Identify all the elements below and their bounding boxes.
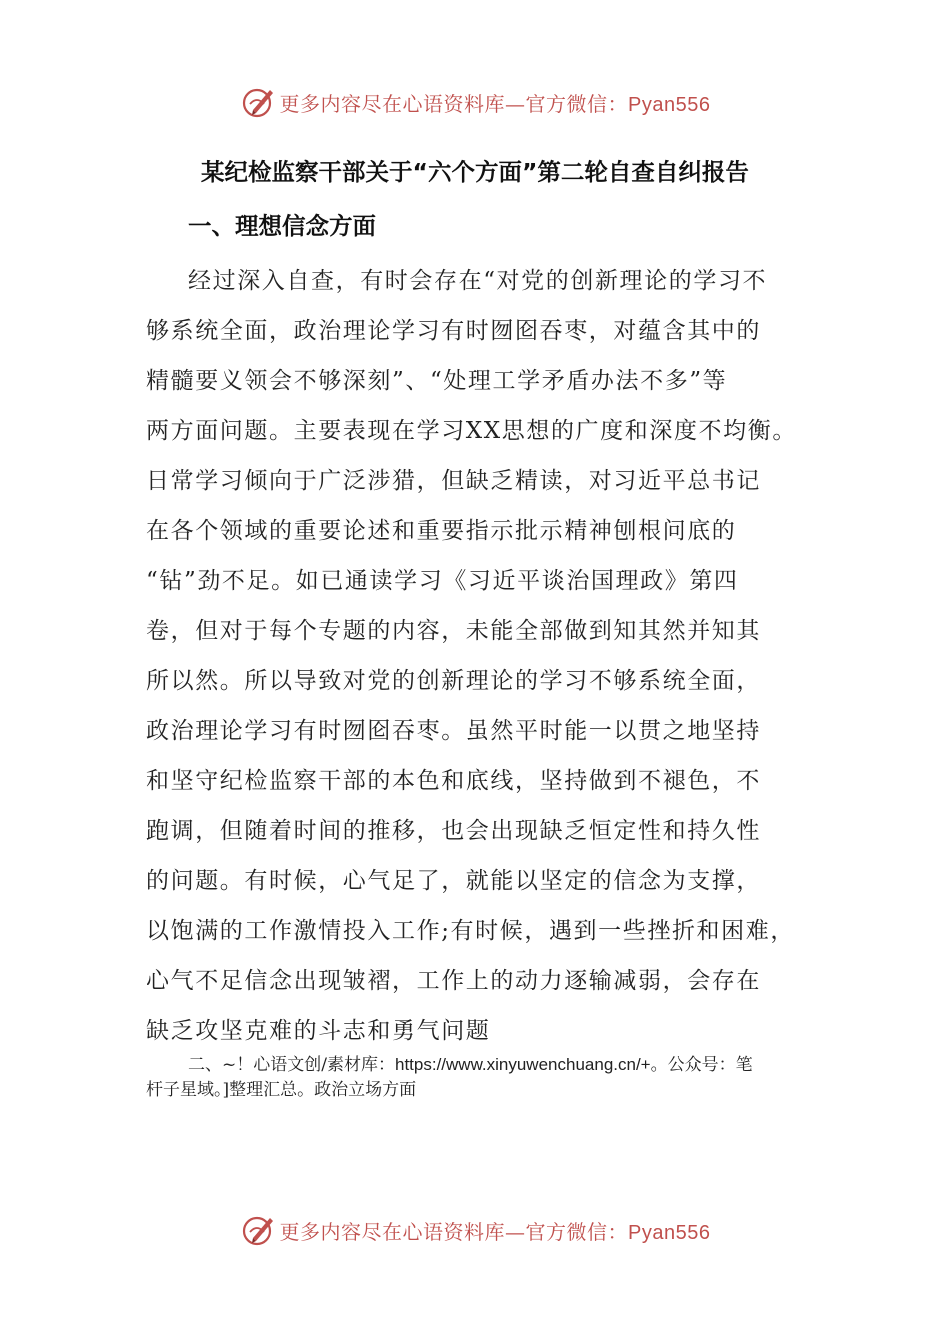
body-line: 的问题。有时候，心气足了，就能以坚定的信念为支撑， <box>146 868 761 894</box>
watermark-group <box>240 1212 711 1248</box>
small-para-line: 杆子星域。]整理汇总。政治立场方面 <box>146 1080 417 1100</box>
body-line: 跑调，但随着时间的推移，也会出现缺乏恒定性和持久性 <box>146 818 761 844</box>
section-heading-ideals: 一、理想信念方面 <box>188 212 376 240</box>
source-note-suffix: 。公众号：笔 <box>650 1055 753 1075</box>
body-line: 和坚守纪检监察干部的本色和底线，坚持做到不褪色，不 <box>146 768 761 794</box>
body-line: 所以然。所以导致对党的创新理论的学习不够系统全面， <box>146 668 761 694</box>
document-title: 某纪检监察干部关于“六个方面”第二轮自查自纠报告 <box>201 158 749 186</box>
watermark-banner-bottom <box>0 1208 950 1252</box>
body-line: 两方面问题。主要表现在学习XX思想的广度和深度不均衡。 <box>146 418 797 444</box>
source-note-prefix: 二、~！心语文创/素材库： <box>188 1055 395 1075</box>
watermark-group <box>240 84 711 120</box>
body-line: 卷，但对于每个专题的内容，未能全部做到知其然并知其 <box>146 618 761 644</box>
section-body-ideals <box>146 256 826 1056</box>
body-line: 在各个领域的重要论述和重要指示批示精神刨根问底的 <box>146 518 737 544</box>
body-line: “钻”劲不足。如已通读学习《习近平谈治国理政》第四 <box>146 568 739 594</box>
section-heading-political-stance <box>146 1052 826 1103</box>
body-line: 政治理论学习有时囫囵吞枣。虽然平时能一以贯之地坚持 <box>146 718 761 744</box>
pen-logo-icon <box>240 1212 276 1248</box>
body-line: 以饱满的工作激情投入工作;有时候，遇到一些挫折和困难， <box>146 918 795 944</box>
body-line: 经过深入自查，有时会存在“对党的创新理论的学习不 <box>188 268 768 294</box>
body-line: 日常学习倾向于广泛涉猎，但缺乏精读，对习近平总书记 <box>146 468 761 494</box>
watermark-text: 更多内容尽在心语资料库—官方微信：Pyan556 <box>279 91 711 116</box>
source-link[interactable]: https://www.xinyuwenchuang.cn/+ <box>394 1055 651 1074</box>
body-line: 够系统全面，政治理论学习有时囫囵吞枣，对蕴含其中的 <box>146 318 761 344</box>
body-line: 精髓要义领会不够深刻”、“处理工学矛盾办法不多”等 <box>146 368 728 394</box>
watermark-text: 更多内容尽在心语资料库—官方微信：Pyan556 <box>279 1219 711 1244</box>
small-para-line <box>146 1052 826 1078</box>
pen-logo-icon <box>240 84 276 120</box>
body-line: 心气不足信念出现皱褶，工作上的动力逐输减弱，会存在 <box>146 968 761 994</box>
body-line: 缺乏攻坚克难的斗志和勇气问题 <box>146 1018 491 1044</box>
watermark-banner-top <box>0 80 950 124</box>
